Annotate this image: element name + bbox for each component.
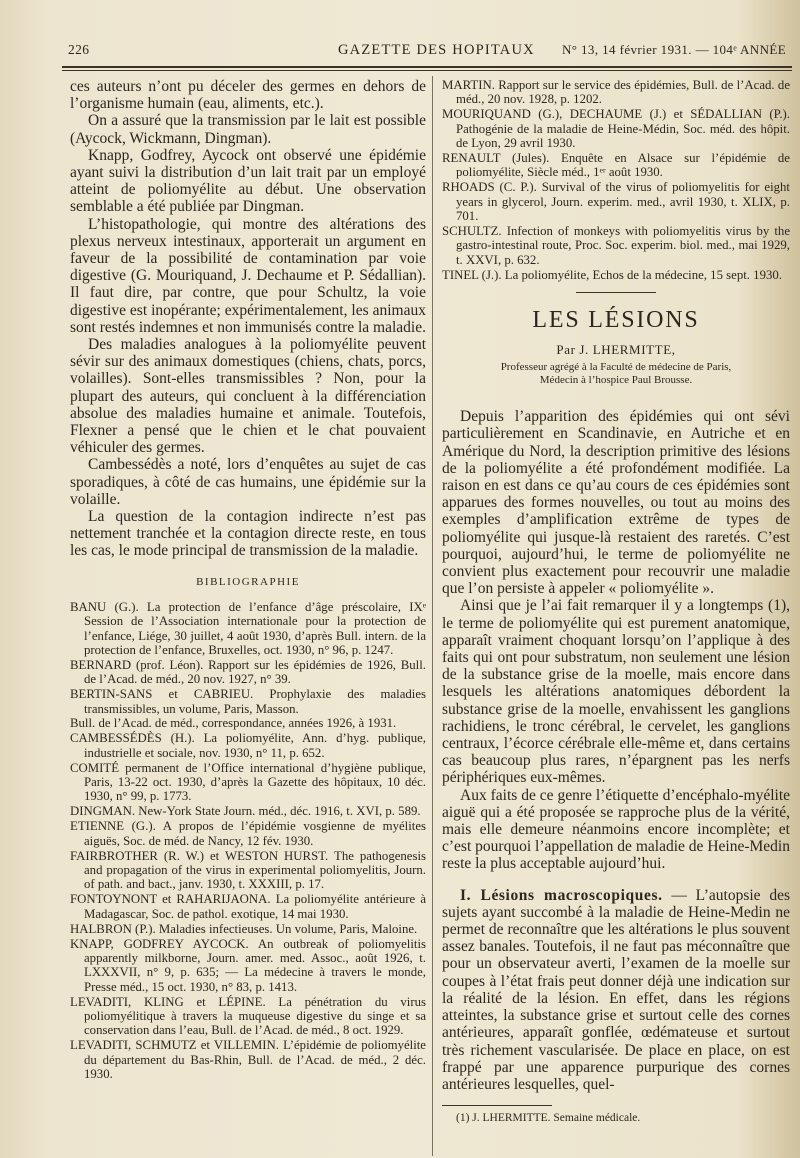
paragraph: Aux faits de ce genre l’étiquette d’encéphalo-myélite aiguë qui a été proposée se rapproche plus de la vérité, mais elle demeure néanmoins encore incomplète; et c’est pourquoi l’appellation de maladie de Heine-Medin reste la plus acceptable aujourd’hui. [442,786,790,873]
bibliography-entry: BERTIN-SANS et CABRIEU. Prophylaxie des maladies transmissibles, un volume, Paris, Masson. [70,687,426,716]
bibliography-entry: TINEL (J.). La poliomyélite, Echos de la médecine, 15 sept. 1930. [442,267,782,282]
bibliography-list-continued [442,78,790,282]
paragraph: ces auteurs n’ont pu déceler des germes en dehors de l’organisme humain (eau, aliments, etc.). [70,78,426,113]
subsection-text: — L’autopsie des sujets ayant succombé à la maladie de Heine-Medin ne permet de reconnaître que les altérations le plus souvent assez banales. Toutefois, il ne faut pas méconnaître que pour un observateur averti, l’examen de la moelle sur coupes à l’état frais peut donner déjà une indication sur la réalité de la lésion. En effet, dans les régions atteintes, la substance grise et surtout celle des cornes antérieures, apparaît gonflée, œdémateuse et surtout très richement vascularisée. De place en place, on est frappé par une apparence purpurique des cornes antérieures lesquelles, quel- [442,886,790,1093]
affiliation-line: Professeur agrégé à la Faculté de médecine de Paris, [500,361,732,374]
bibliography-entry: LEVADITI, SCHMUTZ et VILLEMIN. L’épidémie de poliomyélite du département du Bas-Rhin, Bull. de l’Acad. de méd., 2 déc. 1930. [70,1038,426,1082]
footnote-rule [442,1105,552,1106]
column-separator [432,76,433,1156]
bibliography-entry: RENAULT (Jules). Enquête en Alsace sur l’épidémie de poliomyélite, Siècle méd., 1ᵉʳ août 1930. [442,151,790,180]
paragraph: Knapp, Godfrey, Aycock ont observé une épidémie ayant suivi la distribution d’un lait trait par un employé atteint de poliomyélite au début. Une observation semblable a été publiée par Dingman. [70,146,426,216]
bibliography-entry: COMITÉ permanent de l’Office international d’hygiène publique, Paris, 13-22 oct. 1930, d’après la Gazette des hôpitaux, 10 déc. 1930, n° 99, p. 1773. [70,760,426,804]
paragraph: Depuis l’apparition des épidémies qui ont sévi particulièrement en Scandinavie, en Autriche et en Amérique du Nord, la description primitive des lésions de la poliomyélite a été profondément modifiée. La raison en est dans ce qu’au cours de ces épidémies sont apparues des formes nouvelles, ou tout au moins des exemples d’amplification extrême de types de poliomyélite qui jusque-là restaient des raretés. C’est pourquoi, aujourd’hui, le terme de poliomyélite ne convient plus exactement pour recouvrir une maladie que l’on persiste à appeler « poliomyélite ». [442,408,790,598]
right-body-text [442,408,790,1093]
paragraph: La question de la contagion indirecte n’est pas nettement tranchée et la contagion directe reste, en tous les cas, le mode principal de transmission de la maladie. [70,508,426,560]
bibliography-entry: Bull. de l’Acad. de méd., correspondance, années 1926, à 1931. [70,716,397,731]
bibliography-entry: FAIRBROTHER (R. W.) et WESTON HURST. The pathogenesis and propagation of the virus in experimental poliomyelitis, Journ. of path. and bact., janv. 1930, t. XXXIII, p. 17. [70,848,426,892]
bibliography-entry: KNAPP, GODFREY AYCOCK. An outbreak of poliomyelitis apparently milkborne, Journ. amer. med. Assoc., août 1926, t. LXXXVII, n° 9, p. 635; — La médecine à travers le monde, Presse méd., 15 oct. 1930, n° 83, p. 1413. [70,936,426,994]
bibliography-entry: MARTIN. Rapport sur le service des épidémies, Bull. de l’Acad. de méd., 20 nov. 1928, p. 1202. [442,78,790,107]
journal-title: GAZETTE DES HOPITAUX [338,42,535,58]
bibliography-entry: BERNARD (prof. Léon). Rapport sur les épidémies de 1926, Bull. de l’Acad. de méd., 20 nov. 1927, n° 39. [70,657,426,687]
bibliography-entry: CAMBESSÉDÈS (H.). La poliomyélite, Ann. d’hyg. publique, industrielle et sociale, nov. 1930, n° 11, p. 652. [70,731,426,760]
left-column [70,78,426,1082]
bibliography-entry: DINGMAN. New-York State Journ. méd., déc. 1916, t. XVI, p. 589. [70,804,421,819]
bibliography-entry: ETIENNE (G.). A propos de l’épidémie vosgienne de myélites aiguës, Soc. de méd. de Nancy, 12 fév. 1930. [70,819,426,848]
bibliography-entry: BANU (G.). La protection de l’enfance d’âge préscolaire, IXᵉ Session de l’Association internationale pour la protection de l’enfance, Liége, 30 juillet, 4 août 1930, d’après Bull. intern. de la protection de l’enfance, Bruxelles, oct. 1930, n° 96, p. 1247. [70,599,426,657]
subsection-heading: I. Lésions macroscopiques. [460,886,663,904]
bibliography-entry: RHOADS (C. P.). Survival of the virus of poliomyelitis for eight years in glycerol, Journ. experim. med., avril 1930, t. XLIX, p. 701. [442,180,790,224]
footnote: (1) J. LHERMITTE. Semaine médicale. [456,1112,641,1125]
right-column [442,78,790,1124]
author-line: Par J. LHERMITTE, [556,342,676,358]
subsection-paragraph [442,887,790,1093]
bibliography-entry: HALBRON (P.). Maladies infectieuses. Un volume, Paris, Maloine. [70,921,418,936]
header-rule [62,66,792,68]
paragraph: On a assuré que la transmission par le lait est possible (Aycock, Wickmann, Dingman). [70,112,426,147]
page-number: 226 [68,42,90,57]
section-separator [576,292,656,293]
bibliography-list [70,600,426,1082]
left-body-text [70,78,426,560]
bibliography-entry: SCHULTZ. Infection of monkeys with poliomyelitis virus by the gastro-intestinal route, Proc. Soc. experim. biol. med., mai 1929, t. XXVI, p. 632. [442,224,790,267]
bibliography-heading: BIBLIOGRAPHIE [196,575,300,588]
bibliography-entry: MOURIQUAND (G.), DECHAUME (J.) et SÉDALLIAN (P.). Pathogénie de la maladie de Heine-Médin, Soc. méd. des hôpit. de Lyon, 29 avril 1930. [442,107,790,151]
bibliography-entry: FONTOYNONT et RAHARIJAONA. La poliomyélite antérieure à Madagascar, Soc. de pathol. exotique, 14 mai 1930. [70,892,426,921]
section-title: LES LÉSIONS [532,307,700,334]
paragraph: L’histopathologie, qui montre des altérations des plexus nerveux intestinaux, apporterait un argument en faveur de la possibilité de contamination par voie digestive (G. Mouriquand, J. Dechaume et P. Sédallian). Il faut dire, par contre, que pour Schultz, la voie digestive est inopérante; expérimentalement, les animaux sont restés indemnes et non immunisés contre la maladie. [70,215,426,336]
header-rule-thin [62,70,792,71]
paragraph: Cambessédès a noté, lors d’enquêtes au sujet de cas sporadiques, à côté de cas humains, une épidémie sur la volaille. [70,456,426,508]
author-affiliation [442,361,790,386]
bibliography-entry: LEVADITI, KLING et LÉPINE. La pénétration du virus poliomyélitique à travers la muqueuse digestive du singe et sa conservation dans l’eau, Bull. de l’Acad. de méd., 8 oct. 1929. [70,994,426,1038]
running-header [62,40,792,62]
paragraph: Ainsi que je l’ai fait remarquer il y a longtemps (1), le terme de poliomyélite qui est purement anatomique, apparaît vraiment choquant lorsqu’on l’applique à des faits qui ont pour substratum, non seulement une lésion de la substance grise de la moelle, mais encore dans lesquels les altérations anatomiques débordent la substance grise de la moelle, envahissent les ganglions rachidiens, le tronc cérébral, le cervelet, les ganglions centraux, l’écorce cérébrale elle-même et, dans certains cas beaucoup plus rares, n’épargnent pas les nerfs périphériques eux-mêmes. [442,597,790,787]
paragraph: Des maladies analogues à la poliomyélite peuvent sévir sur des animaux domestiques (chiens, chats, porcs, volailles). Sont-elles transmissibles ? Non, pour la plupart des auteurs, qui concluent à la différenciation absolue des maladies humaine et animale. Toutefois, Flexner a pensé que le chien et le chat pouvaient véhiculer des germes. [70,336,426,457]
issue-info: N° 13, 14 février 1931. — 104ᵉ ANNÉE [562,42,787,57]
affiliation-line: Médecin à l’hospice Paul Brousse. [539,373,693,386]
